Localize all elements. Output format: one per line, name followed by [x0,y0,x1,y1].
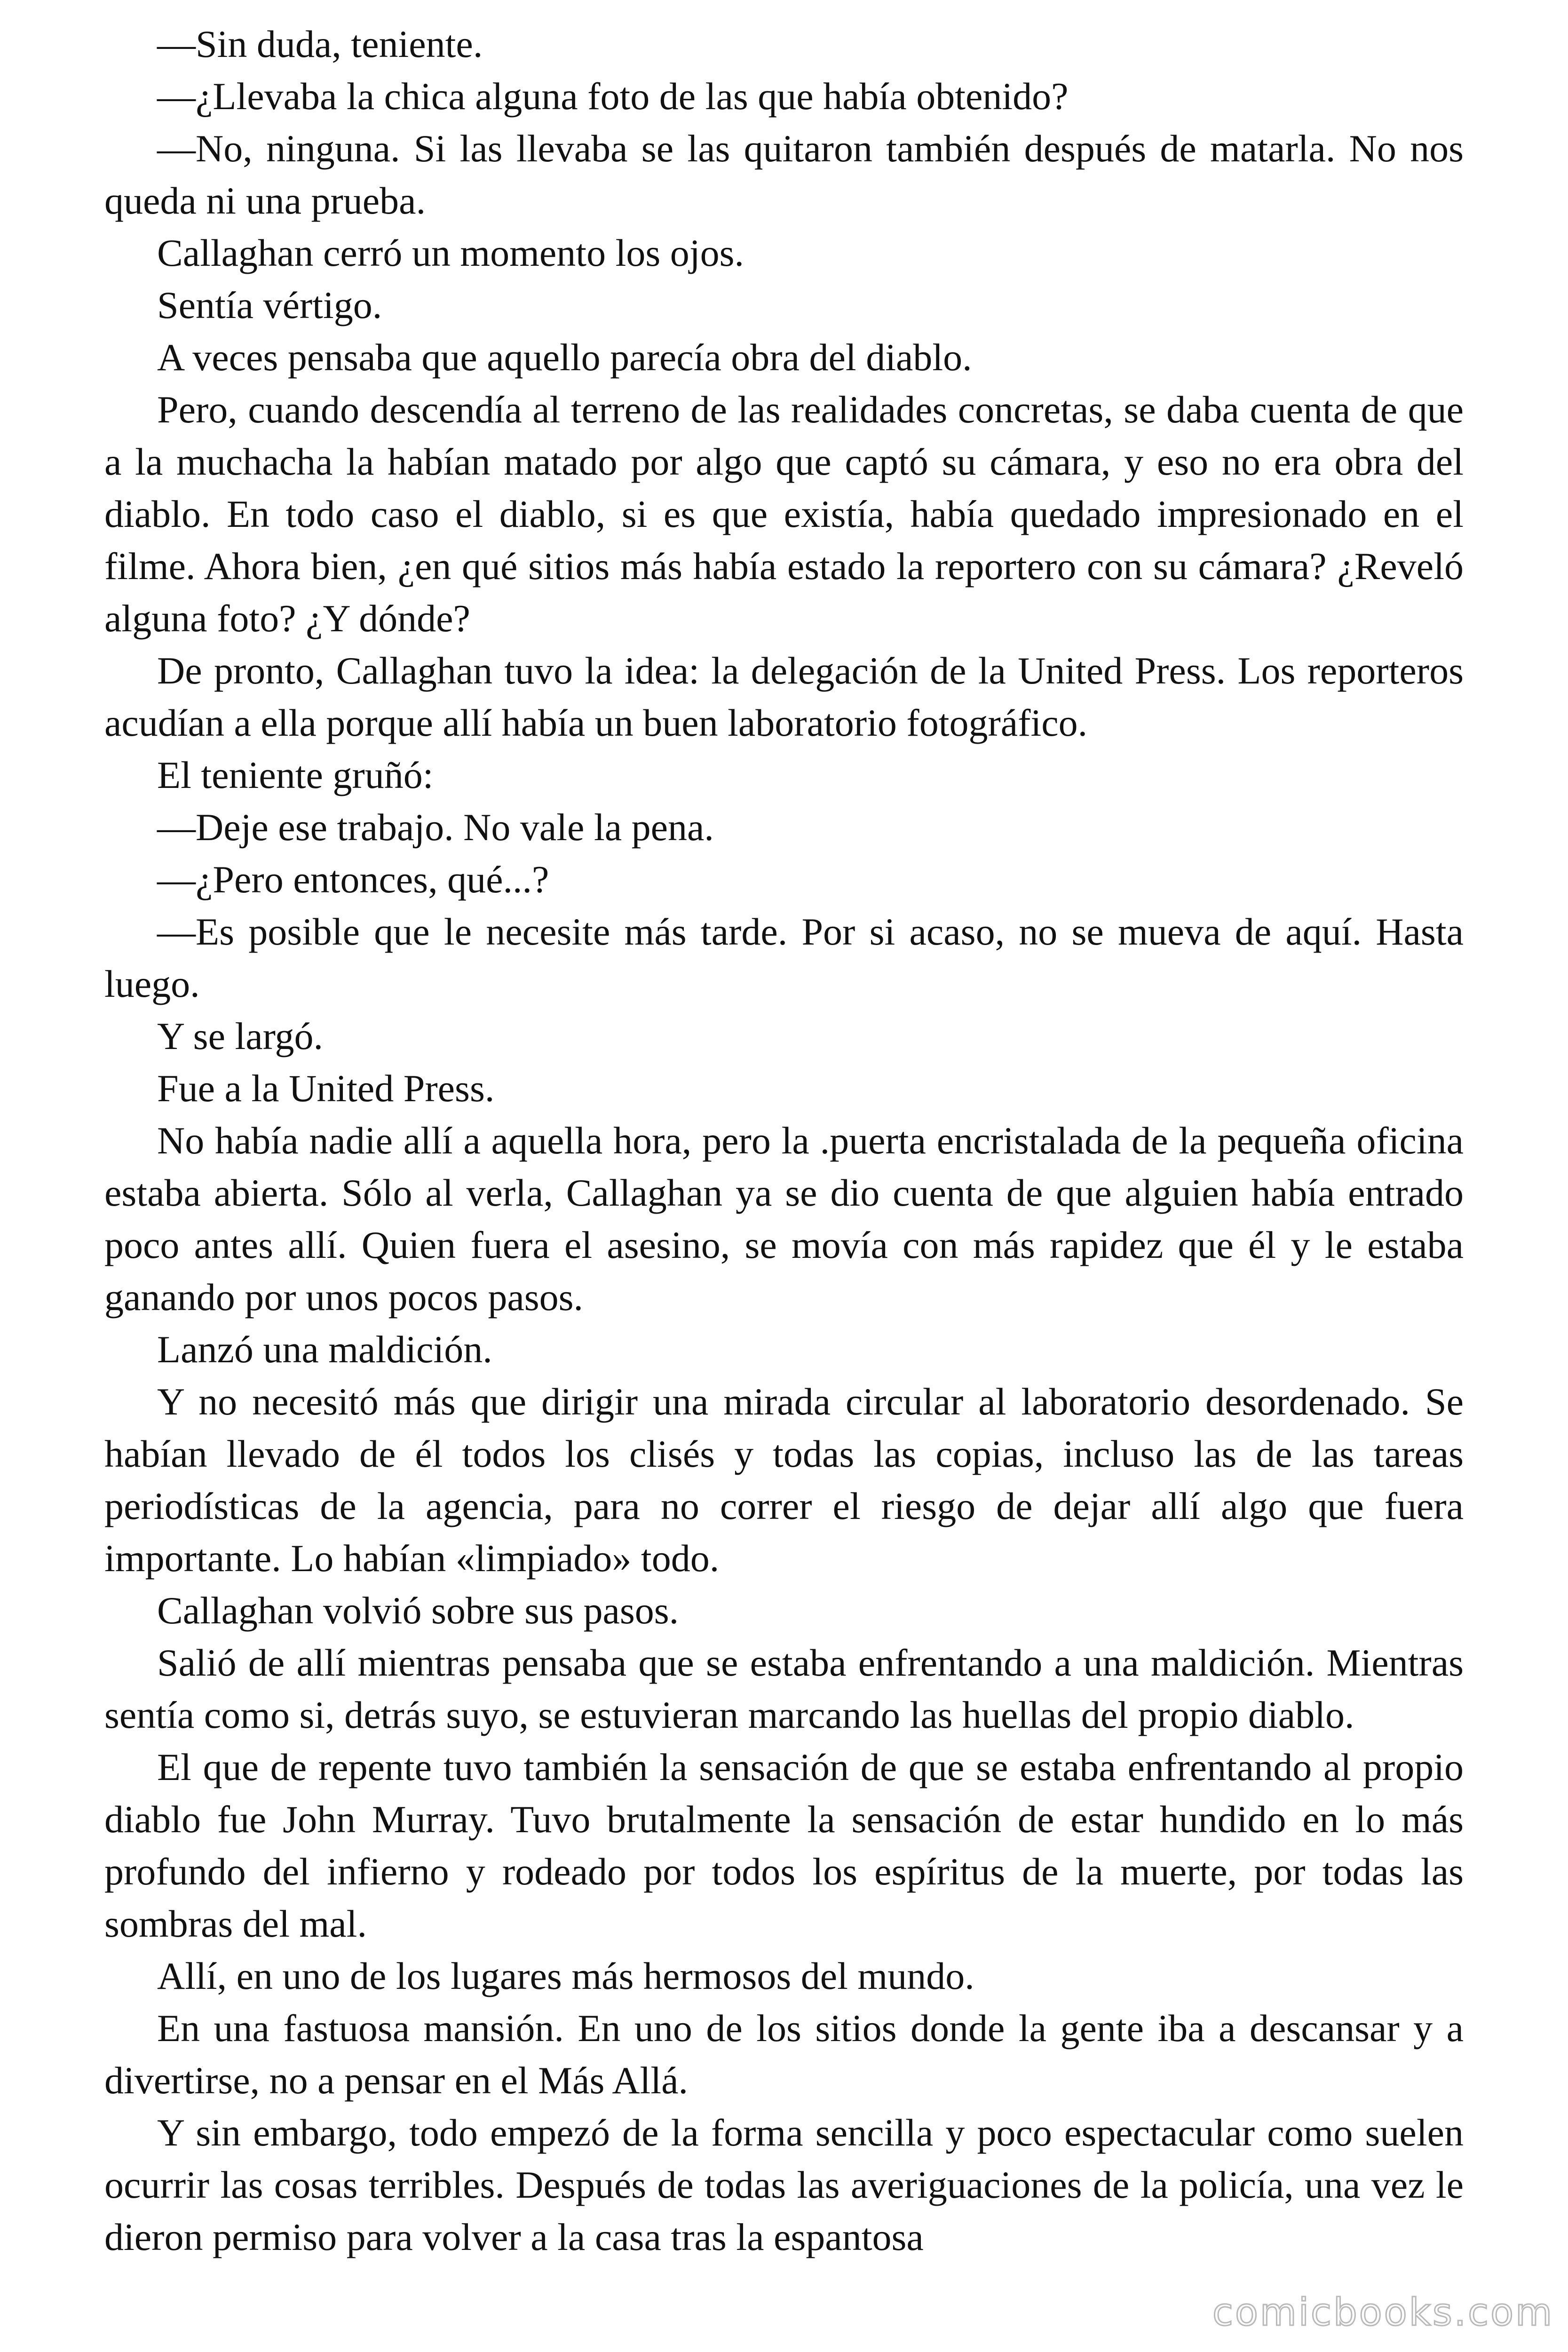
paragraph: Callaghan cerró un momento los ojos. [157,231,744,274]
paragraph: El que de repente tuvo también la sensación de que se estaba enfrentando al propio diablo fue John Murray. Tuvo brutalmente la sensación de estar hundido en lo más profundo del infierno y rodeado por todos los espíritus de la muerte, por todas las sombras del mal. [104,1746,1464,1945]
paragraph: —Sin duda, teniente. [157,23,483,65]
watermark: comicbooks.com [1212,2290,1554,2334]
paragraph: De pronto, Callaghan tuvo la idea: la delegación de la United Press. Los reporteros acudían a ella porque allí había un buen laboratorio fotográfico. [104,649,1464,744]
paragraph: Lanzó una maldición. [157,1328,492,1371]
paragraph: —Deje ese trabajo. No vale la pena. [157,806,714,849]
paragraph: Y no necesitó más que dirigir una mirada circular al laboratorio desordenado. Se habían llevado de él todos los clisés y todas las copias, incluso las de las tareas periodísticas de la agencia, para no correr el riesgo de dejar allí algo que fuera importante. Lo habían «limpiado» todo. [104,1380,1464,1580]
paragraph: Y sin embargo, todo empezó de la forma sencilla y poco espectacular como suelen ocurrir las cosas terribles. Después de todas las averiguaciones de la policía, una vez le dieron permiso para volver a la casa tras la espantosa [104,2111,1464,2258]
body-text [104,18,1464,2263]
paragraph: —¿Pero entonces, qué...? [157,858,549,901]
paragraph: Allí, en uno de los lugares más hermosos del mundo. [157,1955,974,1997]
paragraph: A veces pensaba que aquello parecía obra del diablo. [157,336,972,379]
paragraph: No había nadie allí a aquella hora, pero la .puerta encristalada de la pequeña oficina estaba abierta. Sólo al verla, Callaghan ya se dio cuenta de que alguien había entrado poco antes allí. Quien fuera el asesino, se movía con más rapidez que él y le estaba ganando por unos pocos pasos. [104,1119,1464,1319]
paragraph: —No, ninguna. Si las llevaba se las quitaron también después de matarla. No nos queda ni una prueba. [104,127,1464,222]
paragraph: Fue a la United Press. [157,1067,495,1110]
paragraph: Salió de allí mientras pensaba que se estaba enfrentando a una maldición. Mientras sentía como si, detrás suyo, se estuvieran marcando las huellas del propio diablo. [104,1641,1464,1736]
paragraph: Sentía vértigo. [157,284,382,326]
paragraph: En una fastuosa mansión. En uno de los sitios donde la gente iba a descansar y a divertirse, no a pensar en el Más Allá. [104,2007,1464,2102]
paragraph: Y se largó. [157,1015,323,1057]
paragraph: —¿Llevaba la chica alguna foto de las que había obtenido? [157,75,1069,118]
paragraph: Callaghan volvió sobre sus pasos. [157,1589,679,1632]
paragraph: El teniente gruñó: [157,754,434,796]
paragraph: Pero, cuando descendía al terreno de las realidades concretas, se daba cuenta de que a la muchacha la habían matado por algo que captó su cámara, y eso no era obra del diablo. En todo caso el diablo, si es que existía, había quedado impresionado en el filme. Ahora bien, ¿en qué sitios más había estado la reportero con su cámara? ¿Reveló alguna foto? ¿Y dónde? [104,388,1464,640]
paragraph: —Es posible que le necesite más tarde. Por si acaso, no se mueva de aquí. Hasta luego. [104,910,1464,1005]
